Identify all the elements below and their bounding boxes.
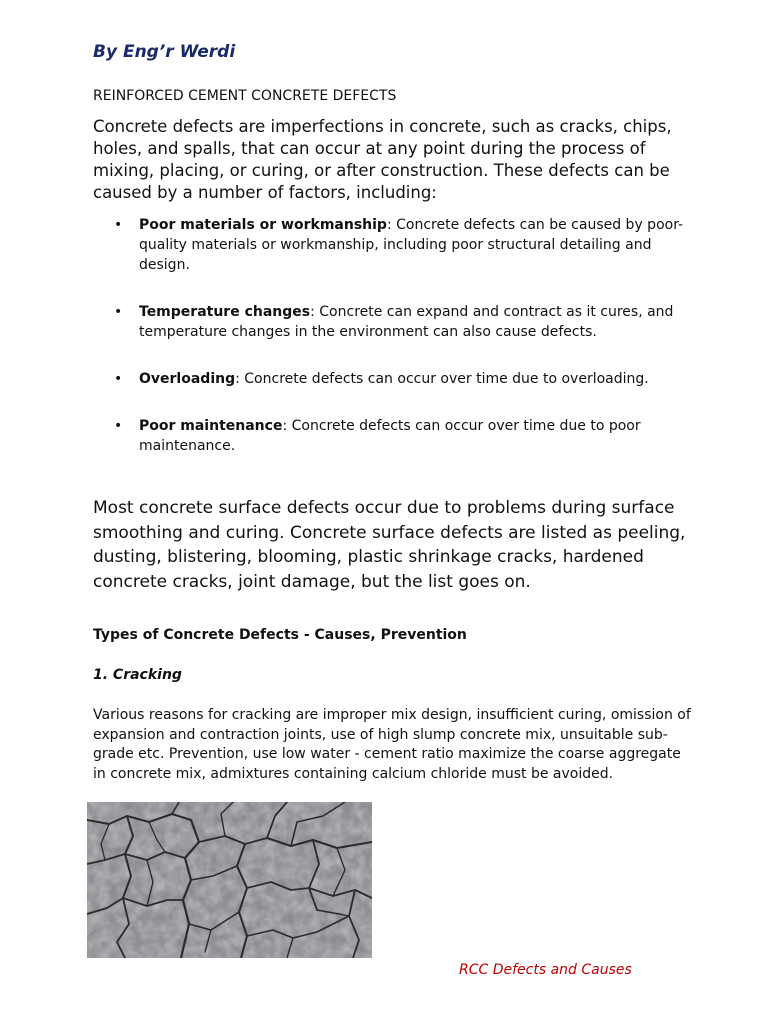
factor-text: : Concrete defects can occur over time due to poor maintenance. xyxy=(139,418,641,454)
list-item xyxy=(93,416,693,456)
list-item xyxy=(93,302,693,342)
footer-caption: RCC Defects and Causes xyxy=(459,962,632,978)
factor-text: : Concrete defects can occur over time due to overloading. xyxy=(235,371,649,387)
factor-term: Poor materials or workmanship xyxy=(139,217,387,233)
bullet-icon: • xyxy=(114,418,123,434)
section-heading: Types of Concrete Defects - Causes, Prevention xyxy=(93,627,467,643)
summary-paragraph: Most concrete surface defects occur due to problems during surface smoothing and curing. Concrete surface defects are listed as peeling, dusting, blistering, blooming, plastic shrinkage cracks, hardened concrete cracks, joint damage, but the list goes on. xyxy=(93,498,686,592)
cracked-concrete-photo xyxy=(87,802,372,958)
factor-text: : Concrete defects can be caused by poor-quality materials or workmanship, including poor structural detailing and design. xyxy=(139,217,684,273)
factor-term: Temperature changes xyxy=(139,304,311,320)
list-item xyxy=(93,215,693,275)
factor-term: Overloading xyxy=(139,371,236,387)
subsection-heading: 1. Cracking xyxy=(93,667,182,683)
bullet-icon: • xyxy=(114,371,123,387)
bullet-icon: • xyxy=(114,217,123,233)
factors-list xyxy=(93,215,693,456)
document-title: REINFORCED CEMENT CONCRETE DEFECTS xyxy=(93,88,397,104)
list-item xyxy=(93,369,693,389)
author-line: By Eng’r Werdi xyxy=(93,42,236,62)
factor-text: : Concrete can expand and contract as it cures, and temperature changes in the environment can also cause defects. xyxy=(139,304,674,340)
bullet-icon: • xyxy=(114,304,123,320)
factor-term: Poor maintenance xyxy=(139,418,283,434)
intro-paragraph: Concrete defects are imperfections in concrete, such as cracks, chips, holes, and spalls, that can occur at any point during the process of mixing, placing, or curing, or after construction. These defects can be caused by a number of factors, including: xyxy=(93,117,672,202)
cracking-paragraph: Various reasons for cracking are improper mix design, insufficient curing, omission of expansion and contraction joints, use of high slump concrete mix, unsuitable sub-grade etc. Prevention, use low water - cement ratio maximize the coarse aggregate in concrete mix, admixtures containing calcium chloride must be avoided. xyxy=(93,707,691,782)
